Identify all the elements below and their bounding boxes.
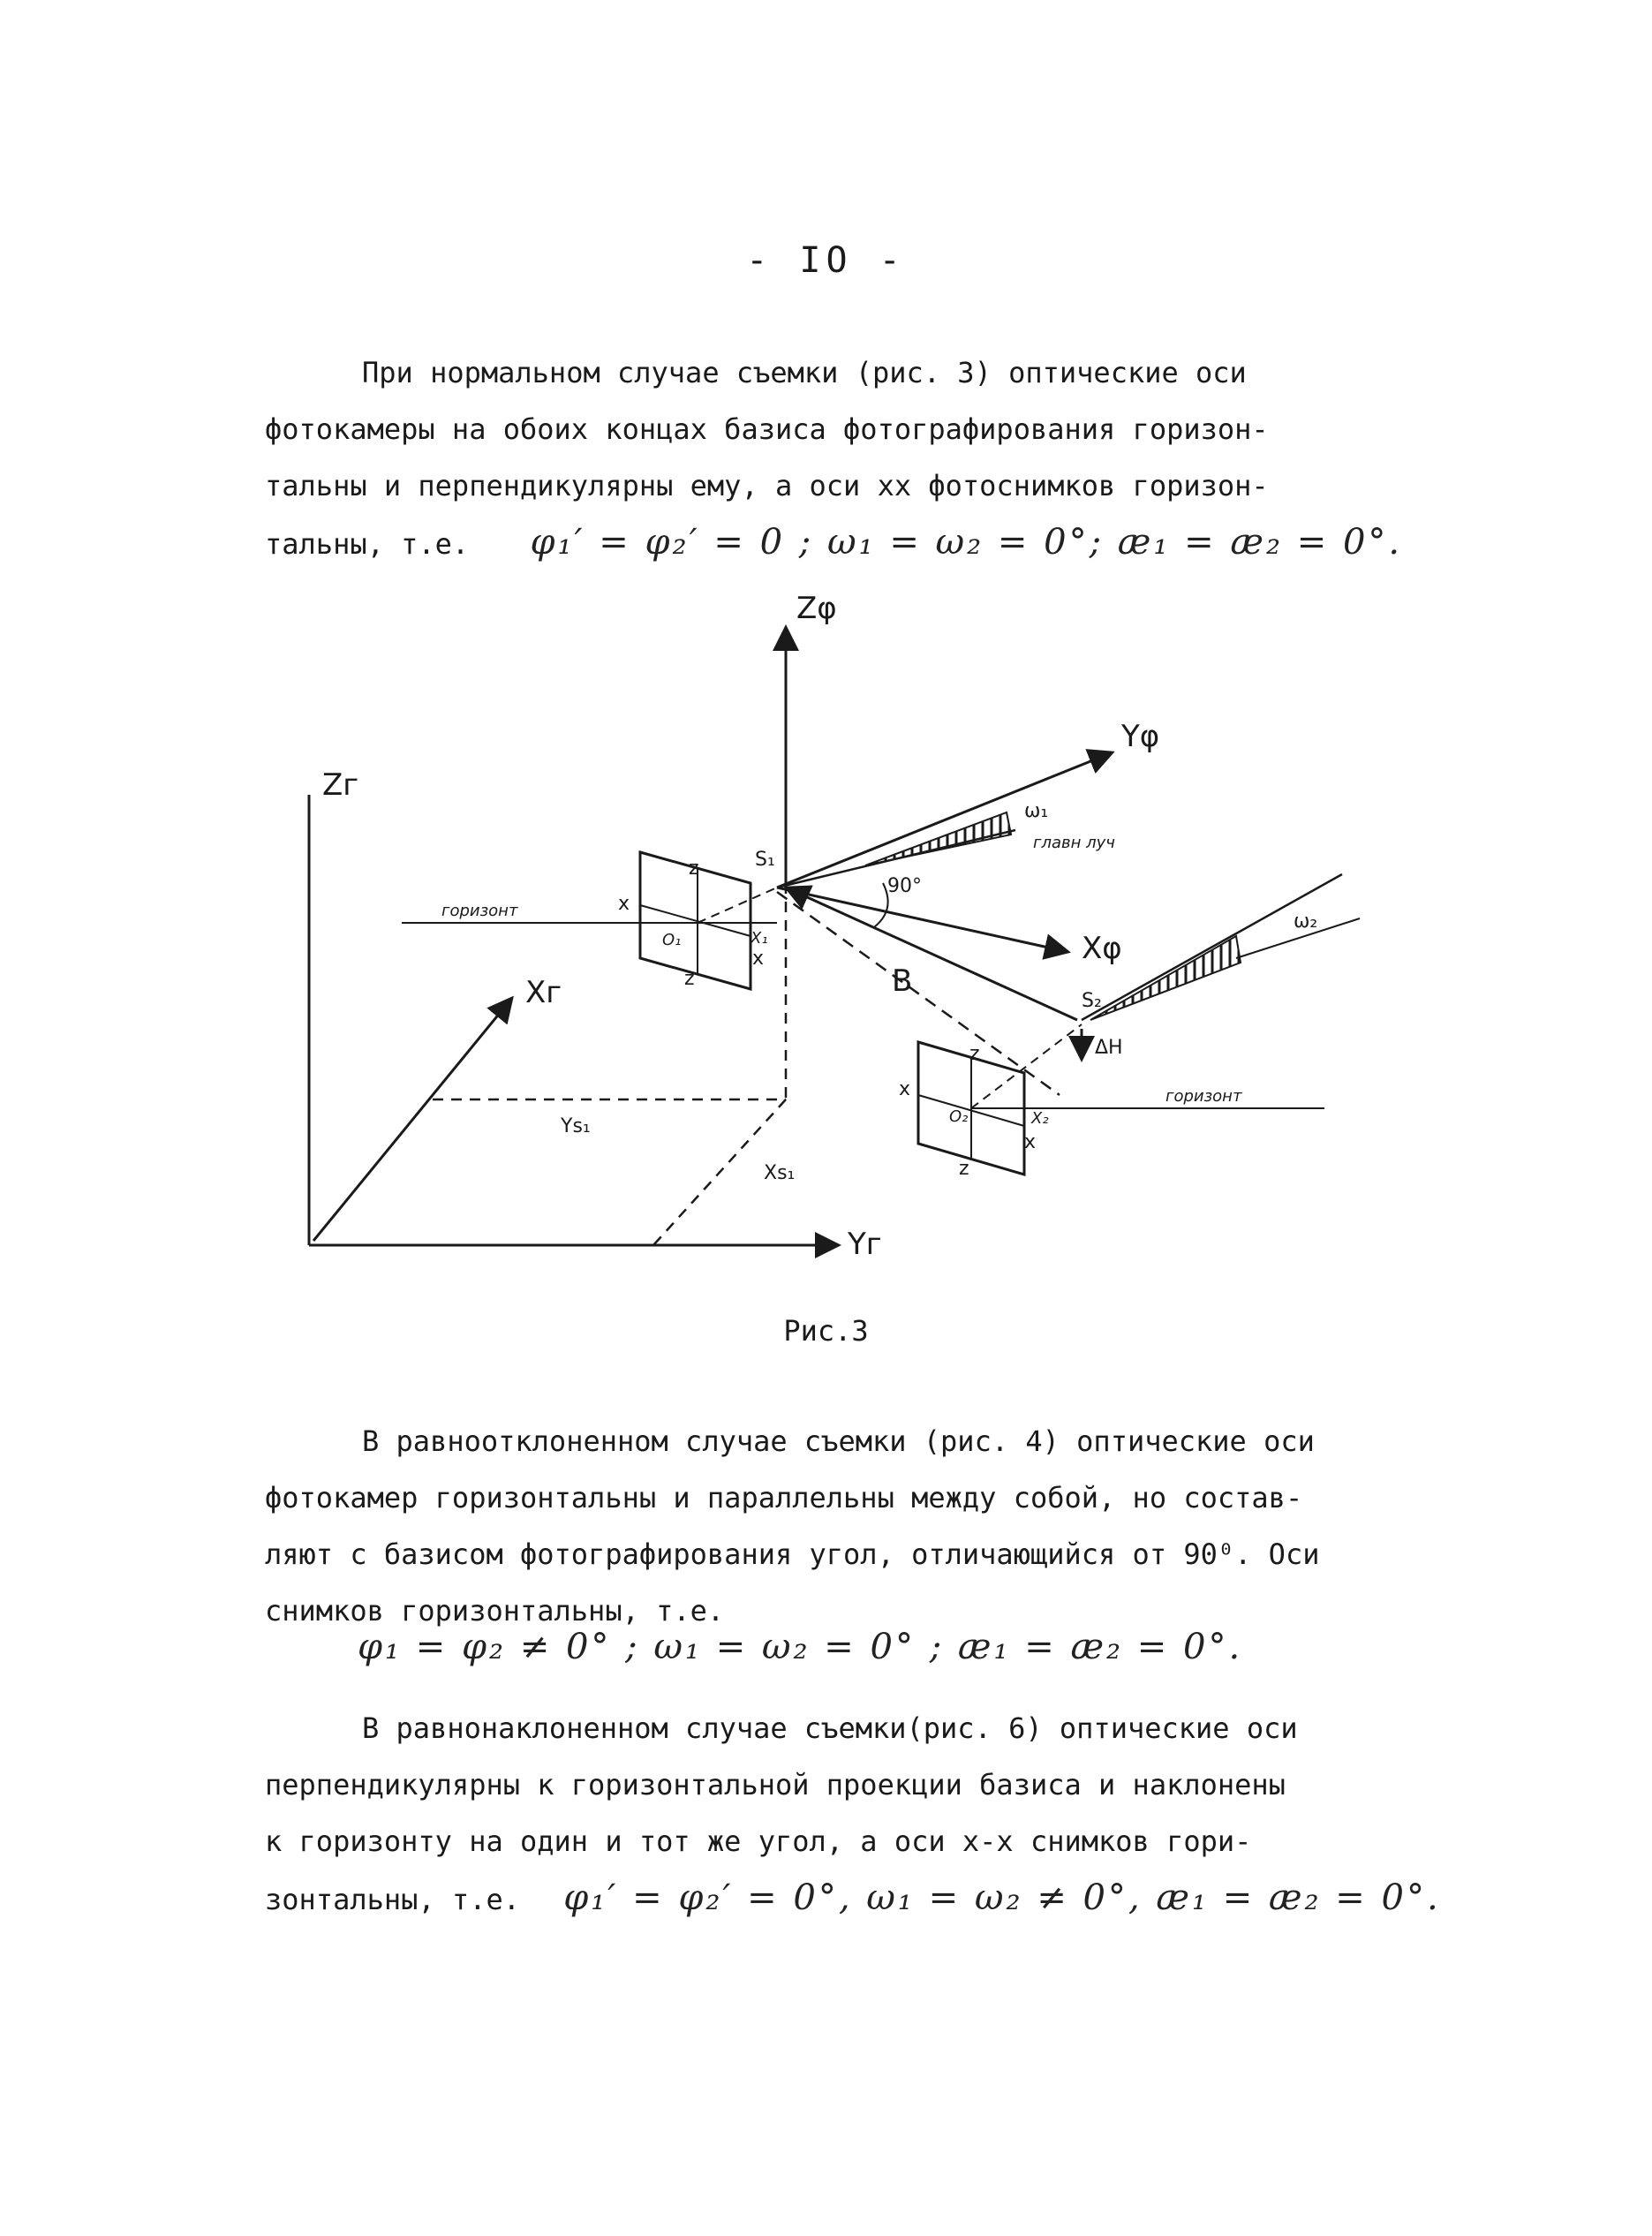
label-s2: S₂ (1082, 990, 1102, 1012)
label-z-bottom-photo1: z (684, 968, 695, 990)
text-line: ляют с базисом фотографирования угол, отличающийся от 90⁰. Оси (265, 1537, 1320, 1571)
text-line: снимков горизонтальны, т.е. (265, 1594, 725, 1628)
figure-caption: Рис.3 (783, 1314, 869, 1348)
label-horizon-2: горизонт (1165, 1087, 1242, 1106)
photo-axes (777, 627, 1113, 952)
paragraph-inclined-case (265, 1700, 1441, 1926)
handwritten-formula: φ₁′ = φ₂′ = 0 ; ω₁ = ω₂ = 0°; æ₁ = æ₂ = 0°. (530, 522, 1403, 563)
label-o2: O₂ (949, 1107, 969, 1126)
ray-s2-o2 (971, 1024, 1082, 1108)
y-phi-axis (777, 752, 1113, 888)
label-z-phi: Zφ (796, 591, 837, 626)
text-line: При нормальном случае съемки (рис. 3) оптические оси (362, 356, 1247, 389)
angle-90-arc (874, 883, 888, 927)
text-line: тальны и перпендикулярны ему, а оси хх фотоснимков горизон- (265, 469, 1269, 502)
label-z-top-photo2: z (969, 1043, 980, 1065)
label-x-g: Xг (525, 975, 562, 1010)
text-line: перпендикулярны к горизонтальной проекции базиса и наклонены (265, 1768, 1286, 1802)
label-horizon-1: горизонт (441, 902, 518, 920)
x-phi-axis (777, 888, 1068, 952)
label-90: 90° (887, 875, 922, 897)
projection-dashes (433, 883, 786, 1245)
label-y-phi: Yφ (1121, 719, 1160, 754)
label-x-right-photo1: x (752, 948, 765, 970)
text-line: тальны, т.е. (265, 527, 470, 561)
label-x2: X₂ (1031, 1109, 1049, 1128)
label-ys1: Ys₁ (561, 1115, 591, 1137)
label-omega2: ω₂ (1294, 910, 1318, 933)
text-line: В равнонаклоненном случае съемки(рис. 6) оптические оси (362, 1711, 1298, 1745)
handwritten-formula: φ₁′ = φ₂′ = 0°, ω₁ = ω₂ ≠ 0°, æ₁ = æ₂ = 0°. (563, 1877, 1441, 1918)
label-dh: ΔH (1095, 1037, 1123, 1059)
ray-s1-o1 (698, 888, 777, 923)
label-y-g: Yг (848, 1227, 882, 1262)
text-line: В равноотклоненном случае съемки (рис. 4) оптические оси (362, 1424, 1315, 1458)
label-z-top-photo1: z (689, 857, 699, 880)
label-b: B (892, 963, 913, 999)
label-x-photo1: x (618, 893, 630, 915)
x-g-axis (313, 998, 512, 1241)
label-x-photo2: x (899, 1078, 911, 1100)
label-glavn-luch: главн луч (1033, 834, 1115, 852)
label-s1: S₁ (755, 849, 775, 871)
label-x1: X₁ (751, 929, 768, 948)
text-line: зонтальны, т.е. (265, 1883, 520, 1916)
label-omega1: ω₁ (1024, 800, 1049, 822)
text-line: к горизонту на один и тот же угол, а оси x-x снимков гори- (265, 1824, 1252, 1858)
handwritten-formula: φ₁ = φ₂ ≠ 0° ; ω₁ = ω₂ = 0° ; æ₁ = æ₂ = 0°. (358, 1627, 1243, 1667)
omega1-wedge (865, 812, 1011, 865)
paragraph-deviated-case (265, 1413, 1422, 1639)
label-x-phi: Xφ (1082, 931, 1122, 966)
text-line: фотокамеры на обоих концах базиса фотографирования горизон- (265, 412, 1269, 446)
label-o1: O₁ (662, 931, 682, 949)
page-number: - IO - (746, 240, 906, 281)
text-line: фотокамер горизонтальны и параллельны между собой, но состав- (265, 1481, 1303, 1515)
label-z-bottom-photo2: z (959, 1158, 969, 1180)
label-z-g: Zг (322, 767, 359, 803)
label-xs1: Xs₁ (764, 1162, 796, 1184)
base-line-b (786, 888, 1077, 1020)
label-x-right-photo2: x (1024, 1131, 1037, 1153)
